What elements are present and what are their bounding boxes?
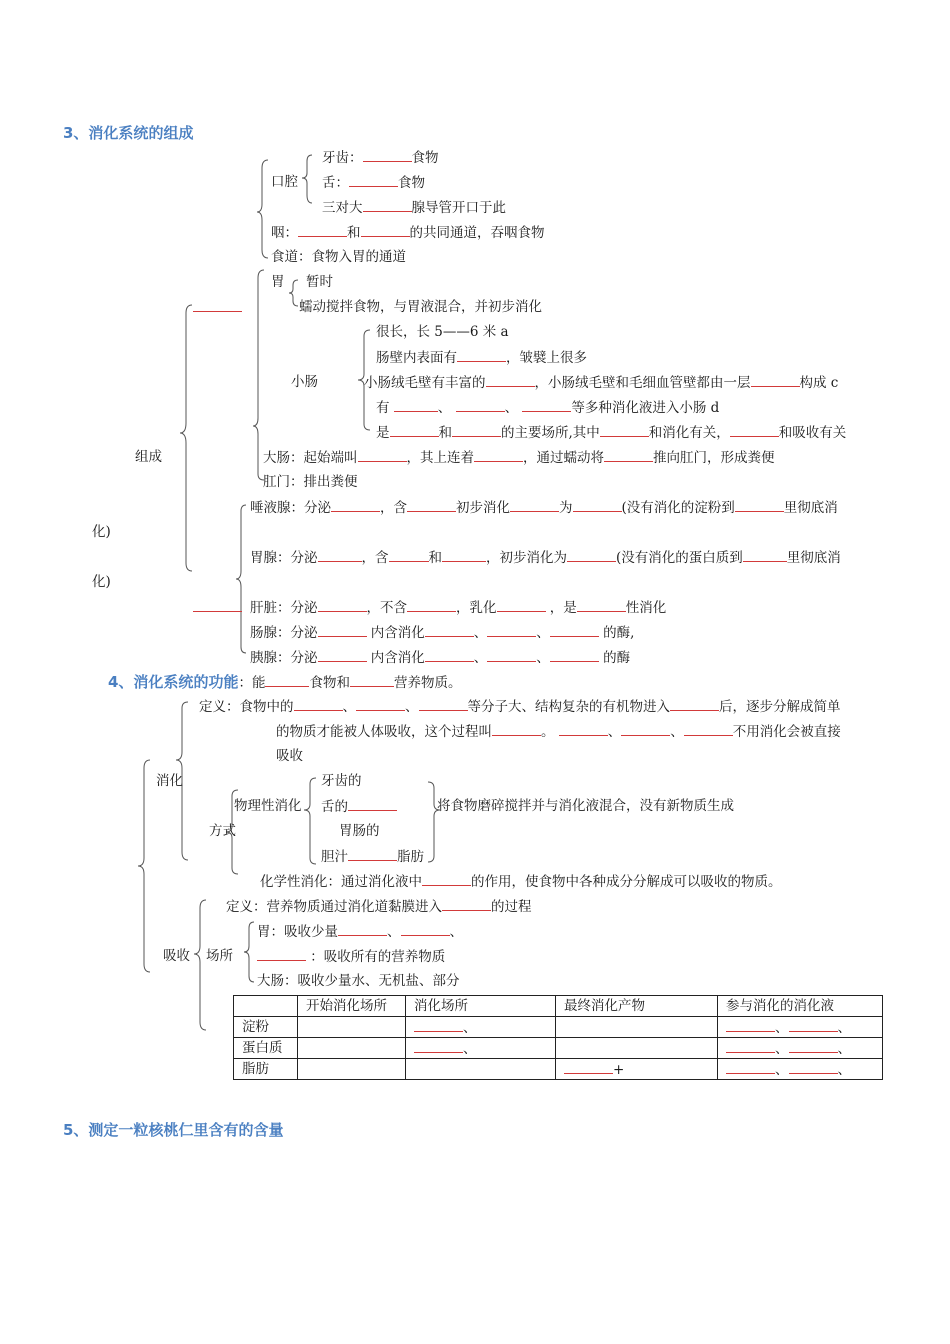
si-line-5: 是 和 的主要场所,其中 和消化有关， 和吸收有关	[376, 425, 847, 441]
table-header-row	[234, 996, 883, 1017]
row-start-site	[298, 1038, 406, 1059]
row-juice: 、 、	[718, 1017, 883, 1038]
row-site: 、	[406, 1017, 556, 1038]
stomach-move: 蠕动搅拌食物，与胃液混合，并初步消化	[299, 299, 542, 315]
mouth-label: 口腔	[271, 174, 298, 190]
chemical-line: 化学性消化：通过消化液中 的作用，使食物中各种成分分解成可以吸收的物质。	[260, 874, 782, 890]
salivary-line: 唾液腺：分泌 ，含 初步消化 为 (没有消化的淀粉到 里彻底消	[250, 500, 838, 516]
row-nutrient: 淀粉	[234, 1017, 298, 1038]
table-header	[234, 996, 298, 1017]
absorb-large-intestine: 大肠：吸收少量水、无机盐、部分	[257, 973, 460, 989]
phys-teeth: 牙齿的	[321, 773, 362, 789]
intestinal-gland-line: 肠腺：分泌 内含消化 、 、 的酶,	[250, 625, 635, 641]
stomach-store: 暂时	[306, 274, 333, 290]
row-product	[556, 1017, 718, 1038]
row-juice: 、 、	[718, 1059, 883, 1080]
table-row	[234, 1017, 883, 1038]
phys-stomach: 胃肠的	[339, 823, 380, 839]
table-header: 最终消化产物	[556, 996, 718, 1017]
table-row	[234, 1059, 883, 1080]
digestion-table	[233, 995, 883, 1080]
glands-blank	[193, 599, 242, 616]
definition-line-2: 的物质才能被人体吸收，这个过程叫 。 、 、 不用消化会被直接	[276, 724, 841, 740]
definition-line-1: 定义：食物中的 、 、 等分子大、结构复杂的有机物进入 后，逐步分解成简单	[199, 699, 841, 715]
physical-label: 物理性消化	[234, 798, 302, 814]
salivary-wrap: 化)	[92, 524, 111, 540]
stomach-label: 胃	[271, 274, 285, 290]
definition-line-3: 吸收	[276, 748, 303, 764]
si-line-1: 很长，长 5——6 米 a	[376, 324, 509, 340]
absorb-stomach: 胃：吸收少量 、 、	[257, 924, 463, 940]
table-row	[234, 1038, 883, 1059]
section-5-title: 5、测定一粒核桃仁里含有的含量	[63, 1121, 284, 1139]
row-product	[556, 1038, 718, 1059]
row-nutrient: 蛋白质	[234, 1038, 298, 1059]
row-site	[406, 1059, 556, 1080]
section-3-title: 3、消化系统的组成	[63, 124, 194, 142]
phys-bile: 胆汁 脂肪	[321, 849, 424, 865]
pancreas-line: 胰腺：分泌 内含消化 、 、 的酶	[250, 650, 631, 666]
gastric-line: 胃腺：分泌 ，含 和 ，初步消化为 (没有消化的蛋白质到 里彻底消	[250, 550, 841, 566]
absorption-label: 吸收	[163, 948, 190, 964]
row-juice: 、 、	[718, 1038, 883, 1059]
gastric-wrap: 化)	[92, 574, 111, 590]
digestion-label: 消化	[156, 773, 183, 789]
teeth-line: 牙齿： 食物	[322, 150, 439, 166]
row-site: 、	[406, 1038, 556, 1059]
pharynx-line: 咽： 和 的共同通道，吞咽食物	[271, 225, 545, 241]
row-start-site	[298, 1017, 406, 1038]
esophagus-line: 食道：食物入胃的通道	[271, 249, 406, 265]
composition-blank	[193, 299, 242, 316]
site-label: 场所	[206, 948, 233, 964]
table-header: 参与消化的消化液	[718, 996, 883, 1017]
small-intestine-label: 小肠	[291, 374, 318, 390]
si-line-4: 有 、 、 等多种消化液进入小肠 d	[376, 400, 720, 416]
phys-tongue: 舌的	[321, 798, 397, 815]
section-4-title-line: 4、消化系统的功能：能 食物和 营养物质。	[108, 673, 462, 691]
table-header: 开始消化场所	[298, 996, 406, 1017]
method-label: 方式	[209, 823, 236, 839]
tongue-line: 舌： 食物	[322, 175, 425, 191]
absorb-small-intestine: ：吸收所有的营养物质	[257, 948, 445, 965]
si-line-3: 小肠绒毛壁有丰富的 ，小肠绒毛壁和毛细血管壁都由一层 构成 c	[364, 375, 839, 391]
saliva-gland-line: 三对大 腺导管开口于此	[322, 200, 506, 216]
phys-description: 将食物磨碎搅拌并与消化液混合，没有新物质生成	[437, 798, 734, 814]
table-header: 消化场所	[406, 996, 556, 1017]
composition-label: 组成	[135, 449, 162, 465]
anus-line: 肛门：排出粪便	[263, 474, 358, 490]
liver-line: 肝脏：分泌 ，不含 ，乳化 ，是 性消化	[250, 600, 667, 616]
row-nutrient: 脂肪	[234, 1059, 298, 1080]
section-4-title: 4、消化系统的功能	[108, 673, 239, 691]
si-line-2: 肠壁内表面有 ，皱襞上很多	[376, 350, 587, 366]
row-product: +	[556, 1059, 718, 1080]
row-start-site	[298, 1059, 406, 1080]
absorption-definition: 定义：营养物质通过消化道黏膜进入 的过程	[226, 899, 532, 915]
large-intestine-line: 大肠：起始端叫 ，其上连着 ，通过蠕动将 推向肛门，形成粪便	[263, 450, 775, 466]
